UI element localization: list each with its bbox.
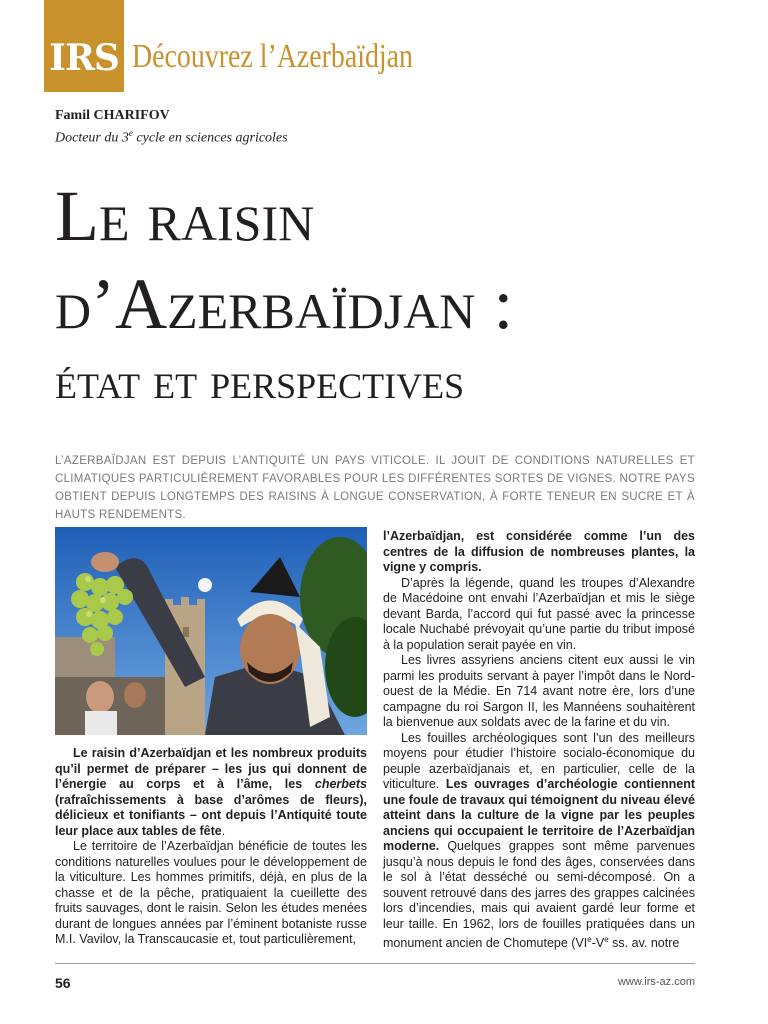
headline-line-1: Le raisin bbox=[55, 176, 315, 256]
logo-text: IRS bbox=[49, 37, 119, 79]
page-number: 56 bbox=[55, 975, 71, 991]
body-paragraph: Les livres assyriens anciens citent eux aussi le vin parmi les produits servant à payer l’impôt dans le Nord-ouest de la Médie. En 714 avant notre ère, lors d’une campagne du roi Sargon II, les Mannéens souhaitèrent la bienvenue aux soldats avec de la farine et du vin. bbox=[383, 653, 695, 729]
body-paragraph: Les fouilles archéologiques sont l’un des meilleurs moyens pour étudier l’histoire socialo-économique du peuple azerbaïdjanais et, en particulier, celle de la viticulture. Les ouvrages d’archéologie contiennent une foule de travaux qui témoignent du niveau élevé atteint dans la culture de la vigne par les peuples anciens qui occupaient le territoire de l’Azerbaïdjan moderne. Quelques grappes sont même parvenues jusqu’à nous depuis le fond des âges, conservées dans le sol à l’état desséché ou semi-décomposé. On a souvent retrouvé dans des jarres des grappes calcinées lors d’incendies, mais qui avaient gardé leur forme et leur taille. En 1962, lors de fouilles pratiquées dans un monument ancien de Chomutepe (VIe-Ve ss. av. notre bbox=[383, 730, 695, 951]
lead-paragraph: L’AZERBAÏDJAN EST DEPUIS L’ANTIQUITÉ UN PAYS VITICOLE. IL JOUIT DE CONDITIONS NATURELLES ET CLIMATIQUES PARTICULIÈREMENT FAVORABLES POUR LES DIFFÉRENTES SORTES DE VIGNES. NOTRE PAYS OBTIENT DEPUIS LONGTEMPS DES RAISINS À LONGUE CONSERVATION, À FORTE TENEUR EN SUCRE ET À HAUTS RENDEMENTS. bbox=[55, 455, 695, 521]
website-link[interactable]: www.irs-az.com bbox=[617, 976, 695, 988]
irs-logo bbox=[44, 0, 124, 92]
footer-divider bbox=[55, 963, 695, 964]
headline-line-3: état et perspectives bbox=[55, 353, 465, 410]
body-paragraph: l’Azerbaïdjan, est considérée comme l’un des centres de la diffusion de nombreuses plantes, la vigne y compris. bbox=[383, 529, 695, 574]
left-column bbox=[55, 746, 367, 948]
right-column bbox=[383, 529, 695, 952]
body-paragraph: Le territoire de l’Azerbaïdjan bénéficie de toutes les conditions naturelles voulues pour le développement de la viticulture. Les hommes primitifs, déjà, en plus de la chasse et de la pêche, pratiquaient la cueillette des fruits sauvages, dont le raisin. Selon les études menées durant de longues années par l’éminent botaniste russe M.I. Vavilov, la Transcaucasie et, tout particulièrement, bbox=[55, 839, 367, 946]
article-photo bbox=[55, 527, 367, 735]
section-title: Découvrez l’Azerbaïdjan bbox=[132, 38, 413, 75]
photo-caption-paragraph: Le raisin d’Azerbaïdjan et les nombreux produits qu’il permet de préparer – les jus qui donnent de l’énergie au corps et à l’âme, les cherbets (rafraîchissements à base d’arômes de fleurs), délicieux et tonifiants – ont depuis l’Antiquité toute leur place aux tables de fête. bbox=[55, 746, 367, 838]
author-title: Docteur du 3e cycle en sciences agricoles bbox=[55, 128, 288, 146]
body-paragraph: D’après la légende, quand les troupes d’Alexandre de Macédoine ont envahi l’Azerbaïdjan et mis le siège devant Barda, l’accord qui fut passé avec la princesse locale Nuchabé prévoyait qu’une partie du tribut imposé à la population serait payée en vin. bbox=[383, 575, 695, 652]
author-name: Famil CHARIFOV bbox=[55, 108, 170, 123]
headline-line-2: d’Azerbaïdjan : bbox=[55, 264, 514, 344]
